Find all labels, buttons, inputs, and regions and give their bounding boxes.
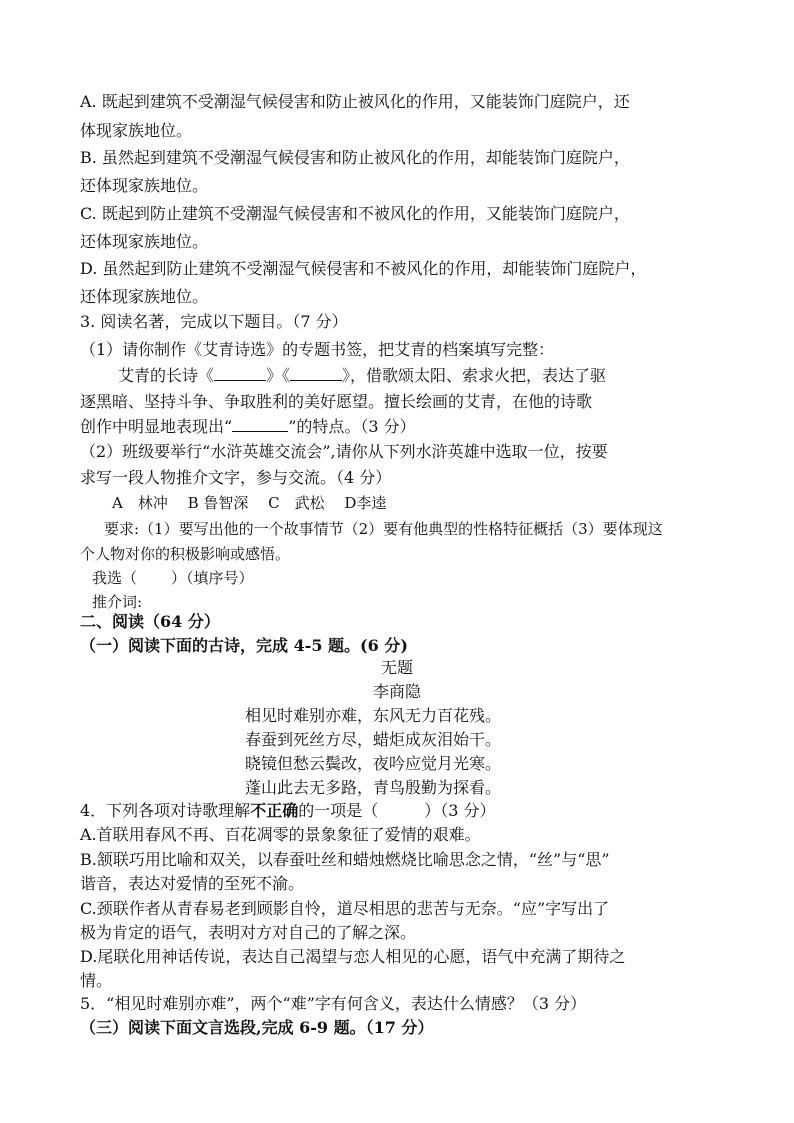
answer-blank[interactable] — [232, 417, 288, 432]
text: 创作中明显地表现出“ — [80, 417, 233, 436]
text: ）（填序号） — [171, 569, 254, 587]
text: 我选（ — [92, 569, 138, 587]
text: ）（3 分） — [424, 801, 496, 820]
part3-title: （三）阅读下面文言选段,完成 6-9 题。（17 分） — [80, 1018, 434, 1037]
q2-option-b-line2: 还体现家族地位。 — [80, 176, 209, 195]
q2-option-a-line2: 体现家族地位。 — [80, 121, 193, 140]
q3-part1-intro: （1）请你制作《艾青诗选》的专题书签，把艾青的档案填写完整： — [80, 340, 555, 359]
q3-recommend-label: 推介词: — [92, 593, 143, 611]
section2-title: 二、阅读（64 分） — [80, 612, 220, 631]
poem-author: 李商隐 — [372, 682, 421, 701]
text: 的一项是（ — [298, 801, 379, 820]
q3-part1-line3 — [80, 417, 416, 437]
text: 》，借歌颂太阳、索求火把，表达了驱 — [342, 366, 607, 385]
poem-line-3: 晓镜但愁云鬓改，夜吟应觉月光寒。 — [245, 754, 502, 773]
q3-hero-choices: A 林冲 B 鲁智深 C 武松 D李逵 — [112, 494, 387, 512]
q4-option-c-line1: C.颈联作者从青春易老到顾影自怜，道尽相思的悲苦与无奈。“应”字写出了 — [80, 899, 610, 918]
text: 》《 — [266, 366, 291, 385]
q4-option-d-line2: 情。 — [80, 971, 113, 990]
q2-option-a-line1: A. 既起到建筑不受潮湿气候侵害和防止被风化的作用，又能装饰门庭院户，还 — [80, 92, 630, 111]
q3-select-line — [92, 568, 254, 588]
poem-line-1: 相见时难别亦难，东风无力百花残。 — [245, 706, 502, 725]
q3-part2-line1: （2）班级要举行“水浒英雄交流会”,请你从下列水浒英雄中选取一位，按要 — [80, 442, 608, 461]
q3-part1-line1 — [118, 366, 606, 386]
q4-option-b-line1: B.颔联巧用比喻和双关，以春蚕吐丝和蜡烛燃烧比喻思念之情，“丝”与“思” — [80, 850, 610, 869]
text: ”的特点。（3 分） — [288, 417, 416, 436]
poem-title: 无题 — [380, 658, 413, 677]
poem-line-4: 蓬山此去无多路，青鸟殷勤为探看。 — [245, 778, 502, 797]
text-emphasis: 不正确 — [250, 801, 299, 820]
q4-stem — [80, 801, 496, 821]
poem-line-2: 春蚕到死丝方尽，蜡炬成灰泪始干。 — [245, 730, 502, 749]
q4-option-b-line2: 谐音，表达对爱情的至死不渝。 — [80, 874, 305, 893]
text: 艾青的长诗《 — [118, 366, 215, 385]
q5-question: 5．“相见时难别亦难”，两个“难”字有何含义，表达什么情感？（3 分） — [80, 994, 587, 1013]
q2-option-c-line1: C. 既起到防止建筑不受潮湿气候侵害和不被风化的作用，又能装饰门庭院户， — [80, 204, 630, 223]
q3-requirements-line2: 个人物对你的积极影响或感悟。 — [80, 545, 291, 563]
q3-part2-line2: 求写一段人物推介文字，参与交流。（4 分） — [80, 468, 392, 487]
text: 4．下列各项对诗歌理解 — [80, 801, 251, 820]
q2-option-c-line2: 还体现家族地位。 — [80, 232, 209, 251]
answer-blank[interactable] — [290, 366, 342, 381]
q3-title: 3. 阅读名著，完成以下题目。（7 分） — [80, 312, 348, 331]
q3-requirements-line1: 要求:（1）要写出他的一个故事情节（2）要有他典型的性格特征概括（3）要体现这 — [104, 520, 663, 538]
q4-option-d-line1: D.尾联化用神话传说，表达自己渴望与恋人相见的心愿，语气中充满了期待之 — [80, 947, 626, 966]
q4-option-c-line2: 极为肯定的语气，表明对方对自己的了解之深。 — [80, 923, 417, 942]
q3-part1-line2: 逐黑暗、坚持斗争、争取胜利的美好愿望。擅长绘画的艾青，在他的诗歌 — [80, 392, 593, 411]
q2-option-d-line1: D. 虽然起到防止建筑不受潮湿气候侵害和不被风化的作用，却能装饰门庭院户， — [80, 259, 647, 278]
section2-part1-title: （一）阅读下面的古诗，完成 4-5 题。(6 分) — [80, 636, 408, 655]
q4-option-a: A.首联用春风不再、百花凋零的景象象征了爱情的艰难。 — [80, 825, 481, 844]
q2-option-b-line1: B. 虽然起到建筑不受潮湿气候侵害和防止被风化的作用，却能装饰门庭院户， — [80, 148, 630, 167]
answer-blank[interactable] — [214, 366, 266, 381]
q2-option-d-line2: 还体现家族地位。 — [80, 287, 209, 306]
